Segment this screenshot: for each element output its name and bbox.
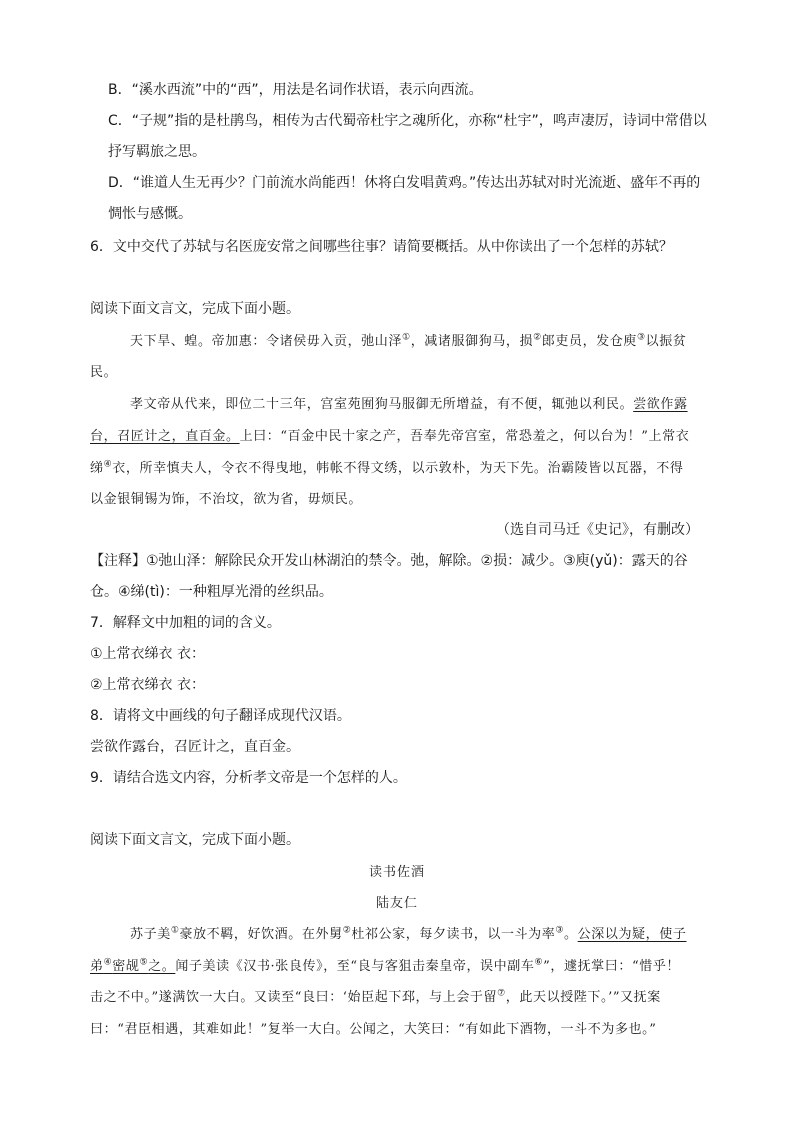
text-run: 苏子美 [130, 927, 171, 942]
underlined-sentence: 台，召匠计之，直百金。 [90, 429, 240, 444]
underlined-sentence [90, 959, 175, 974]
text-run: 豪放不羁，好饮酒。在外舅 [179, 927, 343, 942]
text-run: 弟 [90, 959, 104, 974]
passage-3-line1 [130, 925, 686, 945]
passage-2-source: （选自司马迁《史记》，有删改） [496, 522, 699, 538]
note-marker: ⑥ [534, 957, 544, 968]
note-marker: ① [170, 925, 180, 936]
passage-3-intro: 阅读下面文言文，完成下面小题。 [90, 832, 300, 848]
option-d-line2: 惆怅与感慨。 [108, 206, 192, 222]
text-run: 密觇 [112, 959, 140, 974]
question-7-item2: ②上常衣绨衣 衣： [90, 677, 206, 693]
text-run: 衣，所幸慎夫人，令衣不得曳地，帏帐不得文绣，以示敦朴，为天下先。治霸陵皆以瓦器，不得 [112, 461, 684, 476]
note-marker: ⑦ [497, 988, 506, 999]
passage-2-intro: 阅读下面文言文，完成下面小题。 [90, 301, 300, 317]
passage-3-line2 [90, 957, 680, 977]
text-run: 闻子美读《汉书·张良传》，至“良与客狙击秦皇帝，误中副车 [175, 959, 535, 974]
option-c-line2: 抒写羁旅之思。 [108, 144, 206, 160]
question-7-stem: 7．解释文中加粗的词的含义。 [90, 615, 281, 631]
passage-2-para2-line2 [90, 427, 689, 447]
passage-2-para2-line3 [90, 459, 683, 479]
question-6: 6．文中交代了苏轼与名医庞安常之间哪些往事？请简要概括。从中你读出了一个怎样的苏轼？ [90, 239, 673, 255]
passage-3-author: 陆友仁 [375, 896, 418, 911]
passage-2-para2-line1 [130, 395, 688, 415]
passage-2-notes-line1: 【注释】①弛山泽：解除民众开发山林湖泊的禁令。弛，解除。②损：减少。③庾(yǔ)：露天的谷 [90, 553, 688, 569]
passage-3-title: 读书佐酒 [368, 865, 425, 880]
question-8-sentence: 尝欲作露台，召匠计之，直百金。 [90, 739, 300, 755]
passage-2-para1-line2: 民。 [90, 365, 118, 380]
text-run: 以振贫 [645, 334, 687, 349]
note-marker: ④ [103, 957, 113, 968]
option-d-line1: D．“谁道人生无再少？门前流水尚能西！休将白发唱黄鸡。”传达出苏轼对时光流逝、盛年不再的 [108, 175, 701, 191]
note-marker: ② [533, 332, 542, 343]
note-marker: ③ [636, 332, 646, 343]
text-run: 击之不中。”遂满饮一大白。又读至“良曰：‘始臣起下邳，与上会于留 [90, 990, 498, 1005]
note-marker: ⑤ [139, 957, 149, 968]
question-7-item1: ①上常衣绨衣 衣： [90, 646, 206, 662]
note-marker: ① [402, 332, 411, 343]
passage-2-para1-line1 [130, 332, 686, 352]
text-run: 郎吏员，发仓庾 [541, 334, 637, 349]
note-marker: ③ [555, 925, 565, 936]
text-run: 杜祁公家，每夕读书，以一斗为率 [351, 927, 556, 942]
question-9: 9．请结合选文内容，分析孝文帝是一个怎样的人。 [90, 770, 407, 786]
note-marker: ② [342, 925, 352, 936]
note-marker: ④ [103, 459, 113, 470]
underlined-sentence: 公深以为疑，使子 [577, 927, 687, 942]
passage-3-line4: 曰：“君臣相遇，其难如此！”复举一大白。公闻之，大笑曰：“有如此下酒物，一斗不为多也。” [90, 1022, 657, 1037]
text-run: 之。 [148, 959, 176, 974]
text-run: ，此天以授陛下。’”又抚案 [505, 990, 661, 1005]
passage-2-para2-line4: 以金银铜锡为饰，不治坟，欲为省，毋烦民。 [90, 492, 363, 507]
passage-2-notes-line2: 仓。④绨(tì)：一种粗厚光滑的丝织品。 [90, 584, 333, 600]
text-run: 上曰：“百金中民十家之产，吾奉先帝宫室，常恐羞之，何以台为！”上常衣 [239, 429, 690, 444]
text-run: 。 [564, 927, 578, 942]
text-run: 孝文帝从代来，即位二十三年，宫室苑囿狗马服御无所增益，有不便，辄弛以利民。 [130, 397, 634, 412]
underlined-sentence: 尝欲作露 [633, 397, 688, 412]
text-run: 天下旱、蝗。帝加惠：令诸侯毋入贡，弛山泽 [130, 334, 403, 349]
option-b: B．“溪水西流”中的“西”，用法是名词作状语，表示向西流。 [108, 82, 483, 98]
option-c-line1: C．“子规”指的是杜鹃鸟，相传为古代蜀帝杜宇之魂所化，亦称“杜宇”，鸣声凄厉，诗词中常借以 [108, 113, 707, 129]
text-run: ，减诸服御狗马，损 [410, 334, 534, 349]
passage-3-line3 [90, 988, 661, 1008]
question-8-stem: 8．请将文中画线的句子翻译成现代汉语。 [90, 708, 351, 724]
text-run: 绨 [90, 461, 104, 476]
text-run: ”，遽抚掌曰：“惜乎！ [543, 959, 681, 974]
